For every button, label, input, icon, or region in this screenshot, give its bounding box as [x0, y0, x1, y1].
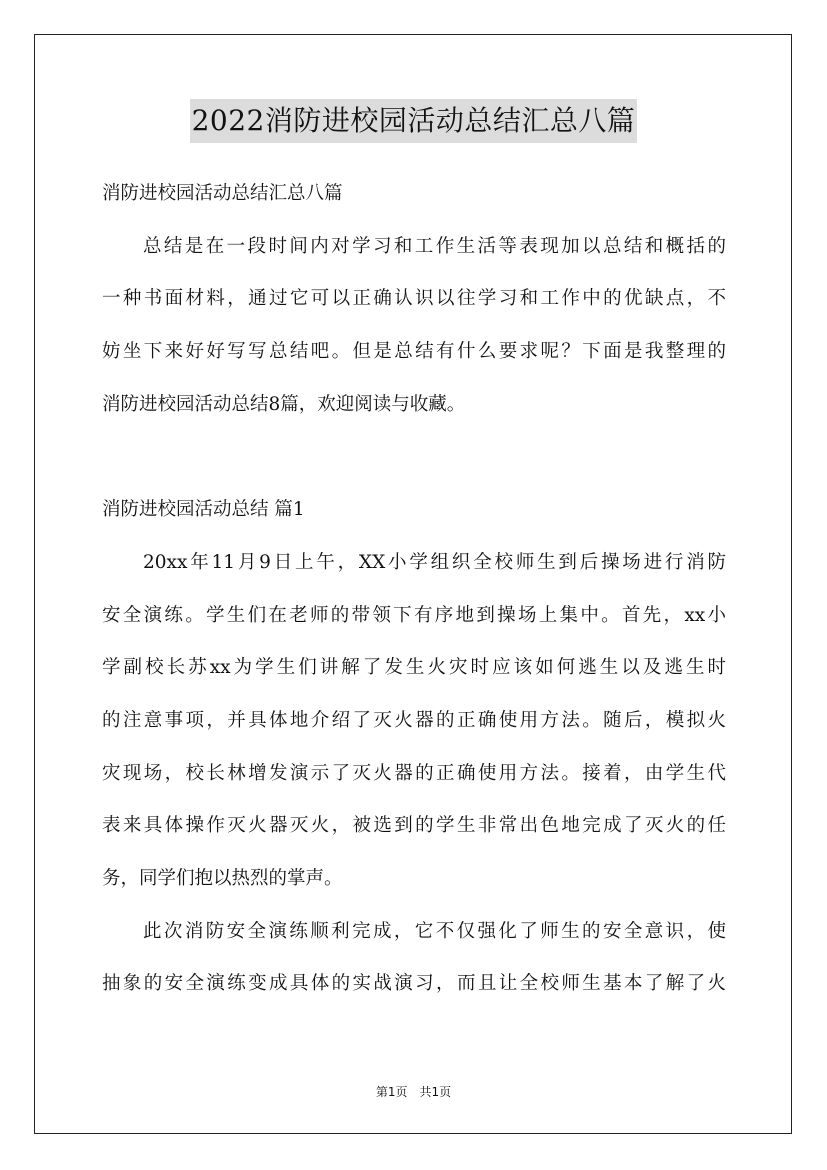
page-footer: 第1页 共1页 [375, 1085, 452, 1099]
document-title-text: 2022消防进校园活动总结汇总八篇 [190, 99, 638, 143]
intro-line-1: 总结是在一段时间内对学习和工作生活等表现加以总结和概括的 [143, 235, 726, 257]
intro-line-4: 消防进校园活动总结8篇，欢迎阅读与收藏。 [102, 393, 466, 415]
document-subtitle: 消防进校园活动总结汇总八篇 [102, 183, 343, 204]
spacer [102, 431, 726, 484]
para1-line-5: 灾现场，校长林增发演示了灭火器的正确使用方法。接着，由学生代 [102, 762, 726, 784]
para2-line-2: 抽象的安全演练变成具体的实战演习，而且让全校师生基本了解了火 [102, 973, 726, 995]
para1-line-1: 20xx年11月9日上午，XX小学组织全校师生到后操场进行消防 [143, 551, 726, 573]
document-body [102, 168, 726, 1011]
para1-line-2: 安全演练。学生们在老师的带领下有序地到操场上集中。首先，xx小 [102, 604, 726, 626]
para1-line-6: 表来具体操作灭火器灭火，被选到的学生非常出色地完成了灭火的任 [102, 815, 726, 837]
section-heading: 消防进校园活动总结 篇1 [102, 499, 305, 521]
document-title [0, 99, 827, 143]
para1-line-3: 学副校长苏xx为学生们讲解了发生火灾时应该如何逃生以及逃生时 [102, 657, 726, 679]
para1-line-4: 的注意事项，并具体地介绍了灭火器的正确使用方法。随后，模拟火 [102, 709, 726, 731]
intro-line-3: 妨坐下来好好写写总结吧。但是总结有什么要求呢？下面是我整理的 [102, 341, 726, 363]
para2-line-1: 此次消防安全演练顺利完成，它不仅强化了师生的安全意识，使 [143, 920, 726, 942]
intro-line-2: 一种书面材料，通过它可以正确认识以往学习和工作中的优缺点，不 [102, 288, 726, 310]
para1-line-7: 务，同学们抱以热烈的掌声。 [102, 867, 343, 889]
